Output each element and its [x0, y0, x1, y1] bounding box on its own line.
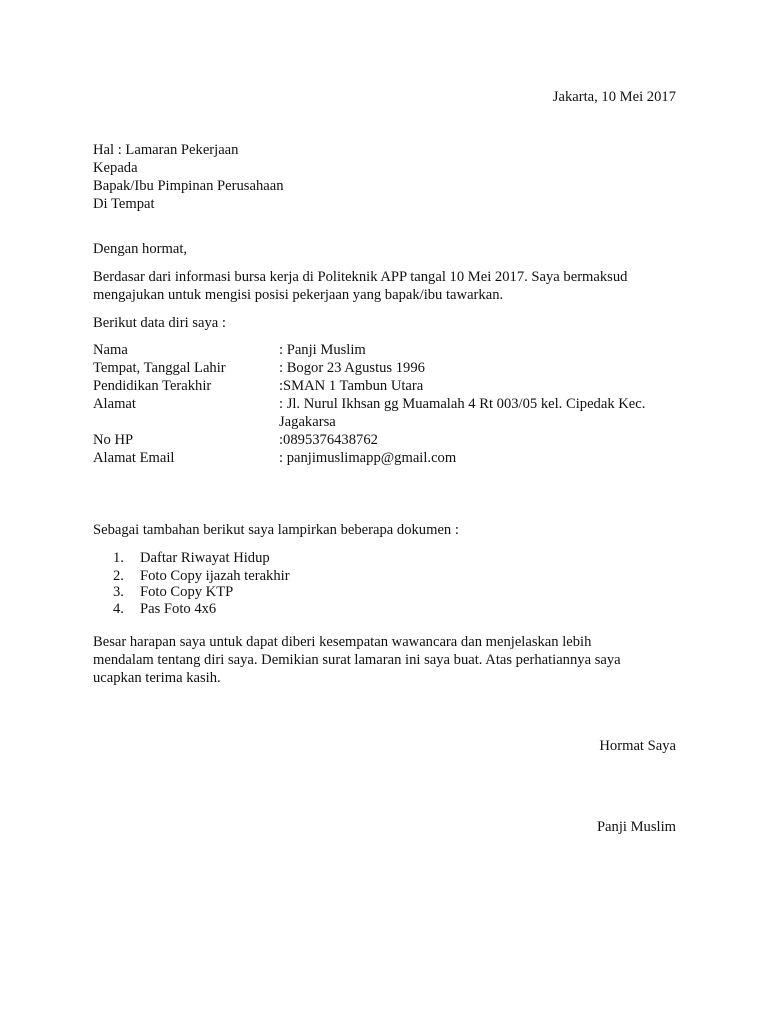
closing-line-2: mendalam tentang diri saya. Demikian surat lamaran ini saya buat. Atas perhatiannya saya [93, 652, 621, 668]
data-intro: Berikut data diri saya : [93, 315, 226, 331]
closing-line-3: ucapkan terima kasih. [93, 670, 221, 686]
list-item-number: 3. [113, 584, 124, 600]
to-line: Kepada [93, 160, 138, 176]
list-item-number: 2. [113, 568, 124, 584]
list-item-number: 4. [113, 601, 124, 617]
list-item-number: 1. [113, 550, 124, 566]
field-label-phone: No HP [93, 432, 134, 448]
subject-line: Hal : Lamaran Pekerjaan [93, 142, 239, 158]
field-label-email: Alamat Email [93, 450, 175, 466]
field-label-education: Pendidikan Terakhir [93, 378, 212, 394]
list-item: Daftar Riwayat Hidup [140, 550, 270, 566]
signature-name: Panji Muslim [596, 819, 676, 835]
field-label-birth: Tempat, Tanggal Lahir [93, 360, 226, 376]
field-value-birth: : Bogor 23 Agustus 1996 [279, 360, 425, 376]
field-value-education: :SMAN 1 Tambun Utara [279, 378, 424, 394]
list-item: Foto Copy ijazah terakhir [140, 568, 290, 584]
closing-line-1: Besar harapan saya untuk dapat diberi kesempatan wawancara dan menjelaskan lebih [93, 634, 592, 650]
field-value-name: : Panji Muslim [279, 342, 366, 358]
attachments-intro: Sebagai tambahan berikut saya lampirkan beberapa dokumen : [93, 522, 459, 538]
list-item: Pas Foto 4x6 [140, 601, 217, 617]
field-value-email: : panjimuslimapp@gmail.com [279, 450, 457, 466]
field-value-phone: :0895376438762 [279, 432, 378, 448]
place-line: Di Tempat [93, 196, 155, 212]
greeting: Dengan hormat, [93, 241, 188, 257]
recipient-line: Bapak/Ibu Pimpinan Perusahaan [93, 178, 284, 194]
field-value-address: : Jl. Nurul Ikhsan gg Muamalah 4 Rt 003/05 kel. Cipedak Kec. [279, 396, 646, 412]
intro-line-2: mengajukan untuk mengisi posisi pekerjaan yang bapak/ibu tawarkan. [93, 287, 504, 303]
list-item: Foto Copy KTP [140, 584, 234, 600]
field-value-address-cont: Jagakarsa [279, 414, 336, 430]
intro-line-1: Berdasar dari informasi bursa kerja di Politeknik APP tangal 10 Mei 2017. Saya bermaksud [93, 269, 628, 285]
sign-off: Hormat Saya [599, 738, 676, 754]
field-label-name: Nama [93, 342, 128, 358]
date-line: Jakarta, 10 Mei 2017 [552, 89, 676, 105]
field-label-address: Alamat [93, 396, 136, 412]
